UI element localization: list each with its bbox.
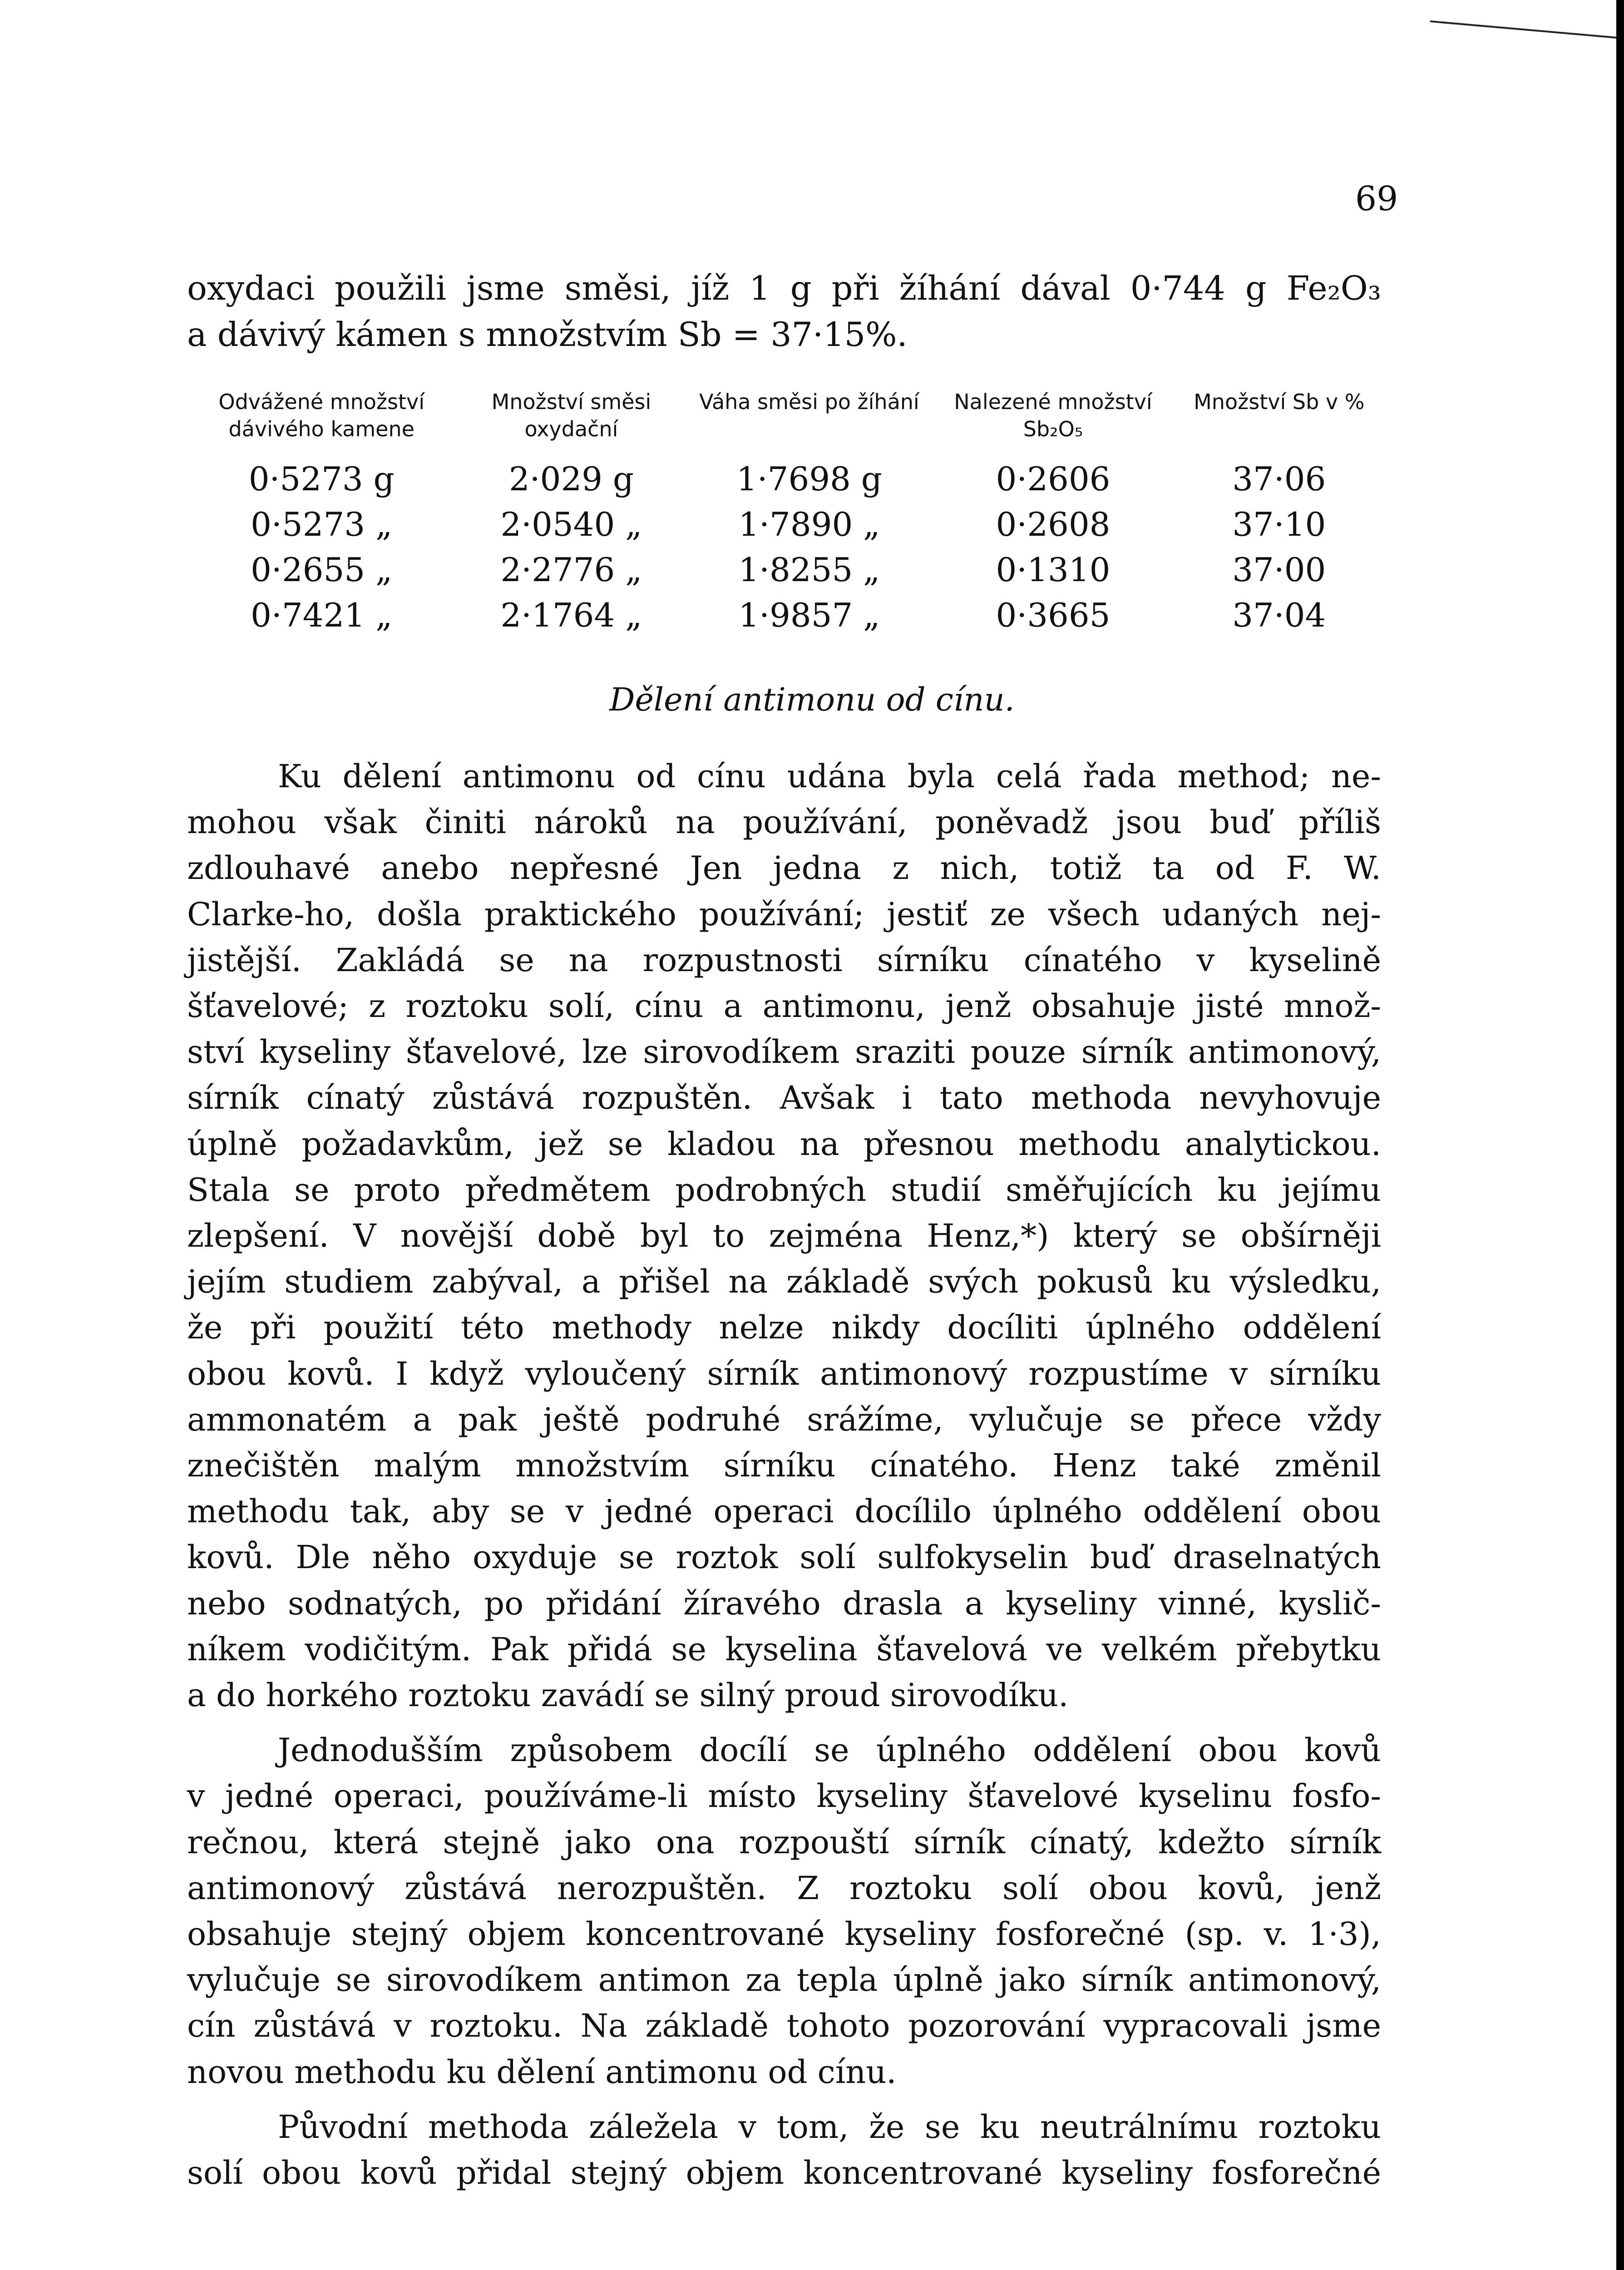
- body-line: methodu tak, aby se v jedné operaci docílilo úplného oddělení obou: [187, 1493, 1381, 1530]
- section-title: Dělení antimonu od cínu.: [609, 681, 1015, 718]
- table-cell: 1·9857 „: [738, 596, 880, 634]
- table-cell: 0·1310: [996, 551, 1111, 589]
- body-line: níkem vodičitým. Pak přidá se kyselina šťavelová ve velkém přebytku: [187, 1630, 1381, 1668]
- body-line: zlepšení. V novější době byl to zejména Henz,*) který se obšírněji: [187, 1217, 1381, 1255]
- body-line: obou kovů. I když vyloučený sírník antimonový rozpustíme v sírníku: [187, 1355, 1381, 1392]
- table-cell: 2·2776 „: [500, 551, 642, 589]
- scan-edge-line: [1430, 20, 1620, 39]
- page-number: 69: [1355, 179, 1398, 218]
- body-line: Původní methoda záležela v tom, že se ku neutrálnímu roztoku: [278, 2108, 1381, 2146]
- body-line: cín zůstává v roztoku. Na základě tohoto pozorování vypracovali jsme: [187, 2007, 1381, 2045]
- header-weight-after-ignition: Váha směsi po žíhání: [699, 390, 919, 414]
- header-sb-percent: Množství Sb v %: [1194, 390, 1365, 414]
- table-header-row: [191, 388, 1380, 456]
- table-cell: 0·5273 g: [248, 460, 395, 498]
- table-cell: 0·3665: [996, 596, 1111, 634]
- body-line: jistější. Zakládá se na rozpustnosti sírníku cínatého v kyselině: [187, 941, 1381, 979]
- body-line: jejím studiem zabýval, a přišel na základě svých pokusů ku výsledku,: [187, 1263, 1381, 1301]
- intro-line-2: a dávivý kámen s množstvím Sb = 37·15%.: [187, 316, 908, 354]
- body-line: mohou však činiti nároků na používání, poněvadž jsou buď příliš: [187, 804, 1381, 841]
- table-cell: 0·2608: [996, 505, 1111, 543]
- body-line: znečištěn malým množstvím sírníku cínatého. Henz také změnil: [187, 1447, 1381, 1485]
- table-cell: 37·00: [1232, 551, 1326, 589]
- body-line: šťavelové; z roztoku solí, cínu a antimonu, jenž obsahuje jisté množ-: [187, 987, 1381, 1025]
- table-cell: 0·7421 „: [251, 596, 393, 634]
- body-line: Jednodušším způsobem docílí se úplného oddělení obou kovů: [278, 1732, 1381, 1769]
- body-line: obsahuje stejný objem koncentrované kyseliny fosforečné (sp. v. 1·3),: [187, 1915, 1381, 1953]
- table-cell: 0·5273 „: [251, 505, 393, 543]
- table-row: [191, 502, 1380, 547]
- table-cell: 0·2655 „: [251, 551, 393, 589]
- body-line: Clarke-ho, došla praktického používání; jestiť ze všech udaných nej-: [187, 895, 1381, 933]
- body-line: Stala se proto předmětem podrobných studií směřujících ku jejímu: [187, 1171, 1381, 1209]
- body-line: a do horkého roztoku zavádí se silný proud sirovodíku.: [187, 1677, 1069, 1714]
- table-cell: 1·7890 „: [738, 505, 880, 543]
- body-line: rečnou, která stejně jako ona rozpouští sírník cínatý, kdežto sírník: [187, 1823, 1381, 1861]
- body-line: v jedné operaci, používáme-li místo kyseliny šťavelové kyselinu fosfo-: [187, 1777, 1381, 1815]
- body-text: [187, 754, 1381, 2196]
- body-line: antimonový zůstává nerozpuštěn. Z roztoku solí obou kovů, jenž: [187, 1869, 1381, 1907]
- table-cell: 37·04: [1232, 596, 1326, 634]
- table-cell: 0·2606: [996, 460, 1111, 498]
- table-cell: 1·8255 „: [738, 551, 880, 589]
- table-cell: 2·1764 „: [500, 596, 642, 634]
- header-weighed-amount: Odvážené množství dávivého kamene: [218, 390, 425, 441]
- body-line: ammonatém a pak ještě podruhé srážíme, vylučuje se přece vždy: [187, 1401, 1381, 1438]
- body-line: nebo sodnatých, po přidání žíravého drasla a kyseliny vinné, kyslič-: [187, 1584, 1381, 1622]
- body-line: solí obou kovů přidal stejný objem koncentrované kyseliny fosforečné: [187, 2154, 1381, 2192]
- table-row: [191, 456, 1380, 502]
- body-line: úplně požadavkům, jež se kladou na přesnou methodu analytickou.: [187, 1125, 1381, 1163]
- intro-line-1: oxydaci použili jsme směsi, jíž 1 g při žíhání dával 0·744 g Fe₂O₃: [187, 269, 1381, 308]
- body-line: Ku dělení antimonu od cínu udána byla celá řada method; ne-: [278, 758, 1381, 795]
- intro-paragraph: [187, 266, 1381, 358]
- body-line: kovů. Dle něho oxyduje se roztok solí sulfokyselin buď draselnatých: [187, 1539, 1381, 1576]
- table-cell: 2·0540 „: [500, 505, 642, 543]
- header-found-sb2o5: Nalezené množství Sb₂O₅: [954, 390, 1152, 441]
- body-line: zdlouhavé anebo nepřesné Jen jedna z nich, totiž ta od F. W.: [187, 849, 1381, 887]
- body-line: že při použití této methody nelze nikdy docíliti úplného oddělení: [187, 1309, 1381, 1347]
- body-line: sírník cínatý zůstává rozpuštěn. Avšak i tato methoda nevyhovuje: [187, 1079, 1381, 1117]
- results-table: [191, 388, 1380, 638]
- scan-right-border: [1616, 0, 1624, 2270]
- body-line: vylučuje se sirovodíkem antimon za tepla úplně jako sírník antimonový,: [187, 1961, 1381, 1999]
- table-row: [191, 592, 1380, 638]
- header-oxidation-mixture: Množství směsi oxydační: [491, 390, 652, 441]
- table-cell: 37·10: [1232, 505, 1326, 543]
- table-cell: 37·06: [1232, 460, 1326, 498]
- body-line: novou methodu ku dělení antimonu od cínu.: [187, 2053, 897, 2091]
- table-row: [191, 547, 1380, 592]
- table-cell: 2·029 g: [508, 460, 634, 498]
- table-cell: 1·7698 g: [736, 460, 882, 498]
- body-line: ství kyseliny šťavelové, lze sirovodíkem sraziti pouze sírník antimonový,: [187, 1033, 1381, 1071]
